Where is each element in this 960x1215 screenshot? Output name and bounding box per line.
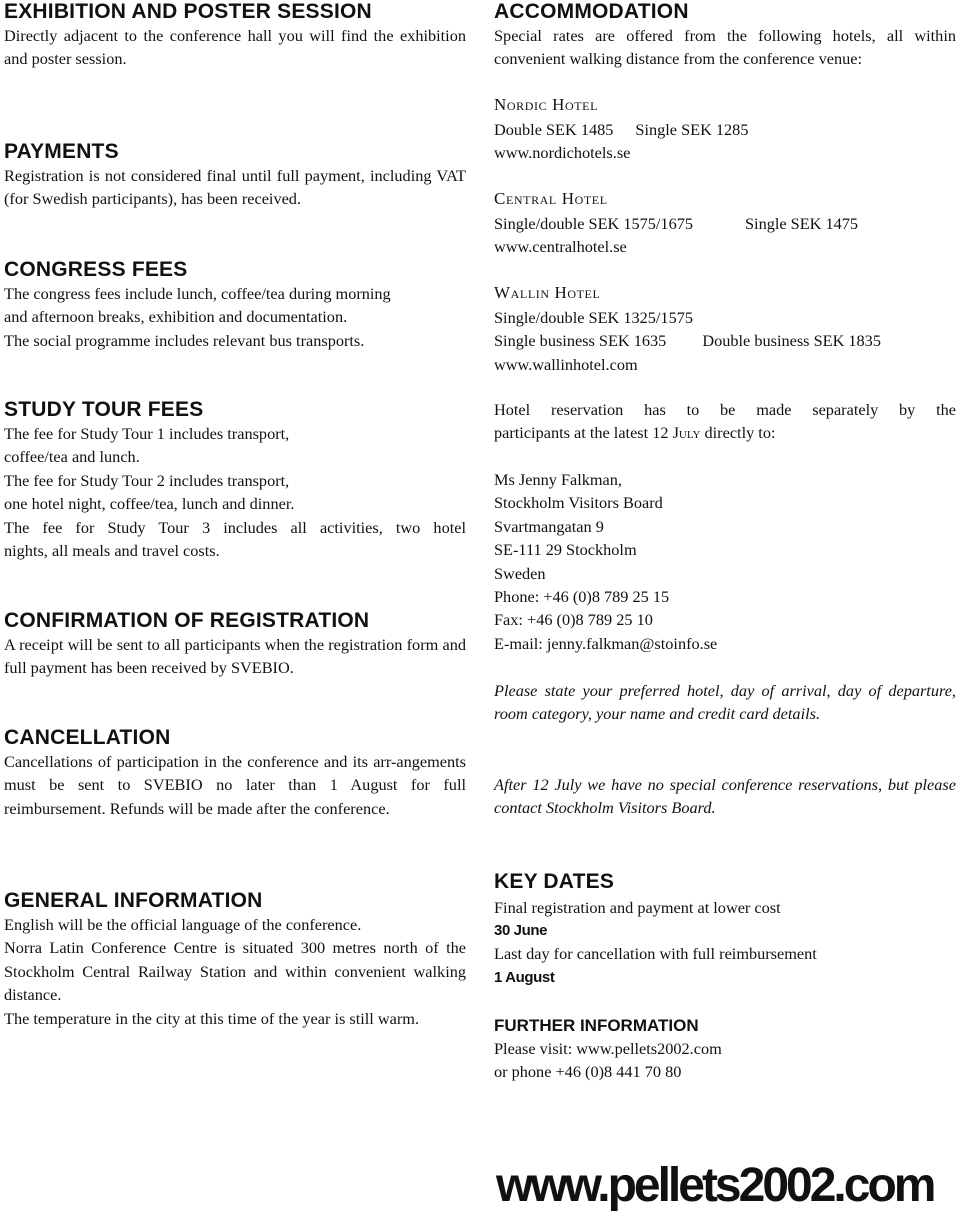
hotel-rate: Single business SEK 1635 <box>494 331 667 351</box>
confirmation-heading: CONFIRMATION OF REGISTRATION <box>4 609 370 632</box>
hotel-name: Central Hotel <box>494 189 608 208</box>
hotel-rate: Double business SEK 1835 <box>702 331 881 351</box>
contact-fax: Fax: +46 (0)8 789 25 10 <box>494 610 653 630</box>
study-tour-line: coffee/tea and lunch. <box>4 447 140 467</box>
congress-fees-line: The congress fees include lunch, coffee/tea during morning <box>4 284 391 303</box>
hotel-url: www.centralhotel.se <box>494 237 627 257</box>
key-dates-section <box>494 870 956 989</box>
key-date-item: Last day for cancellation with full reimbursement <box>494 944 817 964</box>
study-tour-line: The fee for Study Tour 3 includes all activities, two hotel <box>4 517 466 537</box>
contact-block <box>494 468 956 655</box>
contact-country: Sweden <box>494 563 546 583</box>
footer-website-url: www.pellets2002.com <box>496 1159 934 1212</box>
hotel-url: www.nordichotels.se <box>494 143 631 163</box>
further-information-heading: FURTHER INFORMATION <box>494 1016 699 1035</box>
hotel-rate: Single/double SEK 1325/1575 <box>494 308 693 327</box>
hotel-name: Wallin Hotel <box>494 283 601 302</box>
key-dates-heading: KEY DATES <box>494 870 615 893</box>
payments-text: Registration is not considered final until full payment, including VAT (for Swedish participants), has been received. <box>4 166 466 209</box>
contact-city: SE-111 29 Stockholm <box>494 540 637 560</box>
study-tour-fees-heading: STUDY TOUR FEES <box>4 398 204 421</box>
general-information-section <box>4 889 466 1030</box>
further-information-line: or phone +46 (0)8 441 70 80 <box>494 1062 682 1082</box>
congress-fees-heading: CONGRESS FEES <box>4 258 188 281</box>
confirmation-text: A receipt will be sent to all participants when the registration form and full payment has been received by SVEBIO. <box>4 635 466 678</box>
congress-fees-section <box>4 258 466 352</box>
hotel-central <box>494 187 956 259</box>
study-tour-line: The fee for Study Tour 1 includes transport, <box>4 424 290 443</box>
general-information-line: Norra Latin Conference Centre is situated 300 metres north of the Stockholm Central Railway Station and within convenient walking distance. <box>4 938 466 1005</box>
study-tour-fees-section <box>4 398 466 562</box>
study-tour-line: nights, all meals and travel costs. <box>4 541 220 561</box>
congress-fees-line: The social programme includes relevant bus transports. <box>4 330 365 350</box>
hotel-rate: Single SEK 1285 <box>635 120 749 139</box>
hotel-rate: Single SEK 1475 <box>745 214 859 233</box>
exhibition-section <box>4 0 466 71</box>
contact-name: Ms Jenny Falkman, <box>494 470 622 489</box>
contact-org: Stockholm Visitors Board <box>494 493 663 513</box>
reservation-line: participants at the latest 12 July directly to: <box>494 423 776 443</box>
hotel-nordic <box>494 93 956 165</box>
late-booking-note-text: After 12 July we have no special conference reservations, but please contact Stockholm Visitors Board. <box>494 775 956 818</box>
further-information-section <box>494 1015 956 1084</box>
general-information-line: English will be the official language of the conference. <box>4 915 362 934</box>
key-date-item: Final registration and payment at lower cost <box>494 898 781 917</box>
confirmation-section <box>4 609 466 680</box>
contact-street: Svartmangatan 9 <box>494 516 604 536</box>
accommodation-section <box>494 0 956 71</box>
accommodation-text: Special rates are offered from the following hotels, all within convenient walking distance from the conference venue: <box>494 26 956 69</box>
hotel-wallin <box>494 281 956 376</box>
late-booking-note <box>494 773 956 820</box>
payments-heading: PAYMENTS <box>4 140 119 163</box>
exhibition-heading: EXHIBITION AND POSTER SESSION <box>4 0 372 23</box>
hotel-rate: Double SEK 1485 <box>494 120 614 139</box>
booking-note-text: Please state your preferred hotel, day of arrival, day of departure, room category, your name and credit card details. <box>494 681 956 724</box>
reservation-section <box>494 398 956 445</box>
study-tour-line: one hotel night, coffee/tea, lunch and dinner. <box>4 494 295 514</box>
booking-note <box>494 679 956 726</box>
general-information-line: The temperature in the city at this time of the year is still warm. <box>4 1008 420 1028</box>
study-tour-line: The fee for Study Tour 2 includes transport, <box>4 470 290 490</box>
contact-phone: Phone: +46 (0)8 789 25 15 <box>494 587 670 607</box>
payments-section <box>4 140 466 211</box>
exhibition-text: Directly adjacent to the conference hall you will find the exhibition and poster session. <box>4 26 466 69</box>
contact-email: E-mail: jenny.falkman@stoinfo.se <box>494 633 718 653</box>
cancellation-heading: CANCELLATION <box>4 726 171 749</box>
key-date-value: 30 June <box>494 922 548 940</box>
cancellation-section <box>4 726 466 820</box>
cancellation-text: Cancellations of participation in the conference and its arr-angements must be sent to SVEBIO no later than 1 August for full reimbursement. Refunds will be made after the conference. <box>4 752 466 818</box>
further-information-line: Please visit: www.pellets2002.com <box>494 1039 722 1058</box>
congress-fees-line: and afternoon breaks, exhibition and documentation. <box>4 307 348 327</box>
reservation-line: Hotel reservation has to be made separately by the <box>494 400 956 419</box>
hotel-rate: Single/double SEK 1575/1675 <box>494 214 693 233</box>
hotel-name: Nordic Hotel <box>494 95 598 114</box>
accommodation-heading: ACCOMMODATION <box>494 0 689 23</box>
general-information-heading: GENERAL INFORMATION <box>4 889 263 912</box>
key-date-value: 1 August <box>494 968 555 986</box>
hotel-url: www.wallinhotel.com <box>494 354 638 374</box>
